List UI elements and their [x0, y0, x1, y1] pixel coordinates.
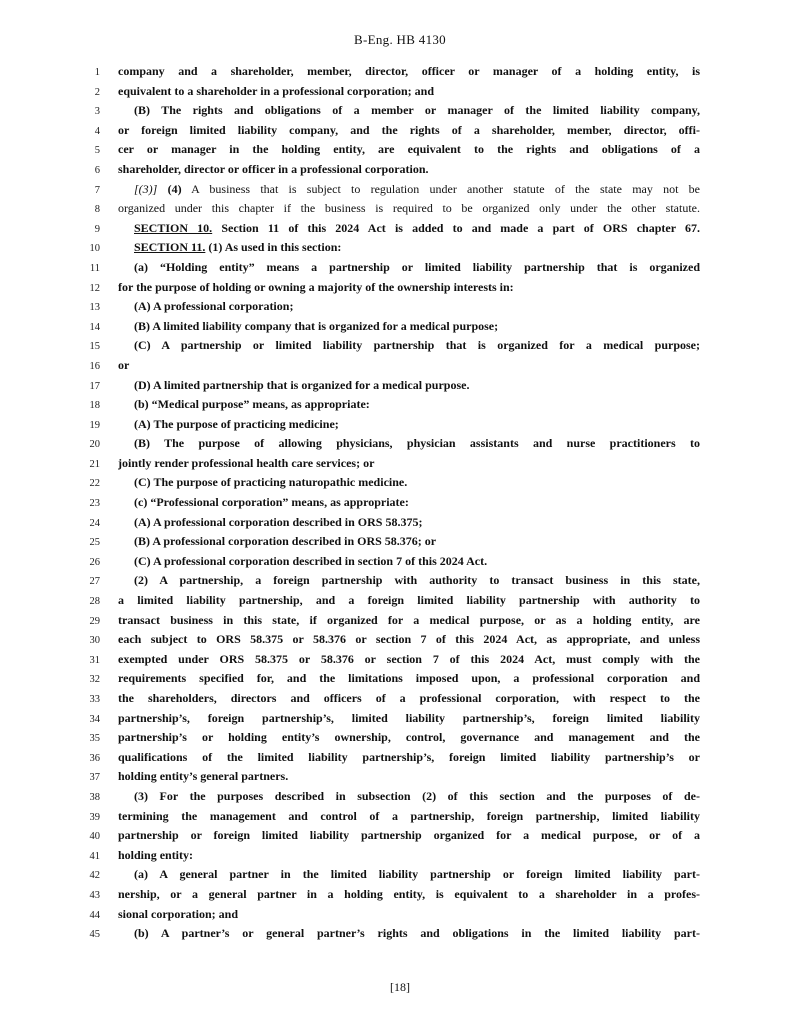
- line-text: [118, 669, 700, 689]
- line-text: [118, 767, 700, 787]
- line-text: [118, 258, 700, 278]
- line-number: 30: [89, 635, 100, 647]
- text-segment: requirements specified for, and the limitations imposed upon, a professional corporation and: [118, 671, 700, 686]
- text-segment: (C) A partnership or limited liability partnership that is organized for a medical purpose;: [134, 338, 700, 353]
- text-segment: (a) A general partner in the limited liability partnership or foreign limited liability part-: [134, 867, 700, 882]
- line-number: 21: [89, 458, 100, 470]
- line-number: 1: [94, 67, 100, 78]
- text-line: [0, 905, 800, 925]
- text-segment: (b) A partner’s or general partner’s rights and obligations in the limited liability part-: [134, 926, 700, 941]
- line-text: [118, 317, 700, 337]
- text-segment: termining the management and control of a partnership, foreign partnership, limited liability: [118, 808, 700, 823]
- line-number: 5: [94, 145, 100, 157]
- line-number: 34: [89, 713, 100, 725]
- line-text: [118, 493, 700, 513]
- text-line: [0, 336, 800, 356]
- line-text: [118, 140, 700, 160]
- text-line: [0, 709, 800, 729]
- line-text: [118, 728, 700, 748]
- line-number: 32: [89, 674, 100, 686]
- page-header-title: B-Eng. HB 4130: [354, 32, 446, 47]
- text-line: [0, 924, 800, 944]
- text-segment: sional corporation; and: [118, 906, 239, 921]
- text-segment: exempted under ORS 58.375 or 58.376 or section 7 of this 2024 Act, must comply with the: [118, 651, 700, 666]
- text-line: [0, 571, 800, 591]
- text-segment: (B) A limited liability company that is organized for a medical purpose;: [134, 318, 499, 333]
- text-line: [0, 630, 800, 650]
- line-number: 31: [89, 654, 100, 666]
- text-segment: SECTION 10.: [134, 220, 213, 235]
- line-number: 44: [89, 909, 100, 921]
- line-number: 45: [89, 929, 100, 941]
- line-text: [118, 513, 700, 533]
- line-text: [118, 709, 700, 729]
- line-number: 11: [89, 262, 100, 274]
- line-number: 12: [89, 282, 100, 294]
- line-text: [118, 297, 700, 317]
- line-text: [118, 278, 700, 298]
- text-line: [0, 454, 800, 474]
- line-number: 38: [89, 791, 100, 803]
- text-lines: [0, 62, 800, 944]
- text-line: [0, 728, 800, 748]
- text-line: [0, 748, 800, 768]
- text-line: [0, 767, 800, 787]
- text-segment: (A) The purpose of practicing medicine;: [134, 416, 339, 431]
- text-line: [0, 669, 800, 689]
- line-text: [118, 748, 700, 768]
- line-number: 28: [89, 596, 100, 608]
- line-number: 20: [89, 439, 100, 451]
- text-segment: (C) A professional corporation described in section 7 of this 2024 Act.: [134, 553, 488, 568]
- page-number: [18]: [390, 980, 410, 994]
- line-text: [118, 807, 700, 827]
- text-segment: shareholder, director or officer in a professional corporation.: [118, 161, 429, 176]
- line-text: [118, 865, 700, 885]
- text-segment: company and a shareholder, member, director, officer or manager of a holding entity, is: [118, 64, 700, 78]
- text-line: [0, 160, 800, 180]
- line-number: 6: [94, 164, 100, 176]
- line-number: 4: [94, 125, 100, 137]
- line-text: [118, 885, 700, 905]
- text-line: [0, 395, 800, 415]
- text-segment: nership, or a general partner in a holding entity, is equivalent to a shareholder in a profes-: [118, 886, 700, 901]
- text-line: [0, 650, 800, 670]
- text-line: [0, 807, 800, 827]
- text-segment: cer or manager in the holding entity, are equivalent to the rights and obligations of a: [118, 142, 700, 157]
- text-line: [0, 689, 800, 709]
- text-segment: A business that is subject to regulation under another statute of the state may not be: [181, 181, 700, 196]
- line-number: 13: [89, 302, 100, 314]
- text-segment: or: [118, 357, 130, 372]
- line-text: [118, 434, 700, 454]
- line-text: [118, 62, 700, 82]
- line-text: [118, 924, 700, 944]
- line-number: 41: [89, 850, 100, 862]
- text-segment: for the purpose of holding or owning a majority of the ownership interests in:: [118, 279, 514, 294]
- line-text: [118, 199, 700, 219]
- text-line: [0, 846, 800, 866]
- text-segment: (3) For the purposes described in subsection (2) of this section and the purposes of de-: [134, 788, 700, 803]
- text-line: [0, 787, 800, 807]
- line-text: [118, 82, 700, 102]
- text-segment: (b) “Medical purpose” means, as appropriate:: [134, 397, 370, 412]
- line-number: 42: [89, 870, 100, 882]
- line-number: 10: [89, 243, 100, 255]
- line-text: [118, 571, 700, 591]
- line-text: [118, 905, 700, 925]
- text-line: [0, 376, 800, 396]
- text-line: [0, 238, 800, 258]
- line-number: 24: [89, 517, 100, 529]
- text-segment: transact business in this state, if organized for a medical purpose, or as a holding entity, are: [118, 612, 700, 627]
- text-segment: organized under this chapter if the business is required to be organized only under the other statute.: [118, 201, 700, 216]
- text-segment: (4): [167, 181, 182, 196]
- line-number: 17: [89, 380, 100, 392]
- text-line: [0, 297, 800, 317]
- text-line: [0, 356, 800, 376]
- line-number: 8: [94, 204, 100, 216]
- line-number: 19: [89, 419, 100, 431]
- line-number: 22: [89, 478, 100, 490]
- text-line: [0, 121, 800, 141]
- text-segment: (B) The purpose of allowing physicians, physician assistants and nurse practitioners to: [134, 436, 700, 451]
- text-line: [0, 591, 800, 611]
- line-number: 2: [94, 86, 100, 98]
- line-text: [118, 846, 700, 866]
- line-text: [118, 219, 700, 239]
- line-text: [118, 180, 700, 200]
- line-number: 14: [89, 321, 100, 333]
- text-segment: SECTION 11.: [134, 240, 206, 255]
- line-number: 9: [94, 223, 100, 235]
- line-text: [118, 591, 700, 611]
- text-segment: (D) A limited partnership that is organized for a medical purpose.: [134, 377, 470, 392]
- text-line: [0, 826, 800, 846]
- line-number: 18: [89, 400, 100, 412]
- line-text: [118, 689, 700, 709]
- line-number: 29: [89, 615, 100, 627]
- text-segment: [(3)]: [134, 181, 158, 196]
- text-segment: qualifications of the limited liability partnership’s, foreign limited liability partnership’s or: [118, 749, 700, 764]
- line-text: [118, 473, 700, 493]
- text-segment: holding entity:: [118, 847, 194, 862]
- text-line: [0, 101, 800, 121]
- text-line: [0, 552, 800, 572]
- line-text: [118, 121, 700, 141]
- line-text: [118, 395, 700, 415]
- text-line: [0, 415, 800, 435]
- line-text: [118, 826, 700, 846]
- line-number: 40: [89, 831, 100, 843]
- line-text: [118, 376, 700, 396]
- line-number: 36: [89, 752, 100, 764]
- text-segment: partnership’s, foreign partnership’s, limited liability partnership’s, foreign limited liability: [118, 710, 700, 725]
- text-line: [0, 62, 800, 82]
- text-line: [0, 513, 800, 533]
- line-number: 26: [89, 556, 100, 568]
- text-line: [0, 278, 800, 298]
- text-segment: (2) A partnership, a foreign partnership with authority to transact business in this state,: [134, 573, 700, 588]
- text-segment: a limited liability partnership, and a foreign limited liability partnership with authority to: [118, 593, 700, 608]
- line-text: [118, 238, 700, 258]
- line-text: [118, 101, 700, 121]
- text-line: [0, 199, 800, 219]
- text-line: [0, 473, 800, 493]
- text-line: [0, 180, 800, 200]
- text-segment: (C) The purpose of practicing naturopathic medicine.: [134, 475, 408, 490]
- text-line: [0, 532, 800, 552]
- text-segment: (B) The rights and obligations of a member or manager of the limited liability company,: [134, 103, 700, 118]
- text-segment: (A) A professional corporation;: [134, 299, 294, 314]
- line-number: 25: [89, 537, 100, 549]
- text-segment: holding entity’s general partners.: [118, 769, 289, 784]
- line-number: 15: [89, 341, 100, 353]
- line-number: 35: [89, 733, 100, 745]
- text-segment: or foreign limited liability company, and the rights of a shareholder, member, director, offi-: [118, 122, 700, 137]
- line-number: 39: [89, 811, 100, 823]
- line-text: [118, 454, 700, 474]
- text-line: [0, 219, 800, 239]
- text-line: [0, 885, 800, 905]
- text-segment: (a) “Holding entity” means a partnership or limited liability partnership that is organized: [134, 259, 700, 274]
- text-line: [0, 865, 800, 885]
- text-line: [0, 611, 800, 631]
- text-line: [0, 493, 800, 513]
- text-segment: partnership’s or holding entity’s ownership, control, governance and management and the: [118, 730, 700, 745]
- line-text: [118, 356, 700, 376]
- line-text: [118, 787, 700, 807]
- text-segment: the shareholders, directors and officers of a professional corporation, with respect to the: [118, 691, 700, 705]
- line-number: 7: [94, 184, 100, 196]
- line-text: [118, 160, 700, 180]
- text-segment: (B) A professional corporation described in ORS 58.376; or: [134, 534, 437, 549]
- line-text: [118, 611, 700, 631]
- text-segment: jointly render professional health care services; or: [118, 455, 375, 470]
- line-text: [118, 630, 700, 650]
- text-segment: equivalent to a shareholder in a professional corporation; and: [118, 83, 435, 98]
- text-segment: (1) As used in this section:: [205, 240, 342, 255]
- line-text: [118, 336, 700, 356]
- text-segment: each subject to ORS 58.375 or 58.376 or section 7 of this 2024 Act, as appropriate, and unless: [118, 632, 700, 647]
- text-segment: partnership or foreign limited liability partnership organized for a medical purpose, or of a: [118, 828, 700, 843]
- line-text: [118, 532, 700, 552]
- text-line: [0, 317, 800, 337]
- line-number: 16: [89, 360, 100, 372]
- line-number: 33: [89, 694, 100, 705]
- line-text: [118, 552, 700, 572]
- line-number: 23: [89, 498, 100, 510]
- text-segment: Section 11 of this 2024 Act is added to and made a part of ORS chapter 67.: [212, 220, 700, 235]
- text-segment: (A) A professional corporation described in ORS 58.375;: [134, 514, 423, 529]
- text-line: [0, 140, 800, 160]
- line-text: [118, 650, 700, 670]
- text-line: [0, 258, 800, 278]
- text-line: [0, 82, 800, 102]
- line-text: [118, 415, 700, 435]
- text-segment: [157, 182, 167, 196]
- text-line: [0, 434, 800, 454]
- line-number: 37: [89, 772, 100, 784]
- line-number: 43: [89, 889, 100, 901]
- line-number: 3: [94, 106, 100, 118]
- line-number: 27: [89, 576, 100, 588]
- text-segment: (c) “Professional corporation” means, as appropriate:: [134, 495, 409, 510]
